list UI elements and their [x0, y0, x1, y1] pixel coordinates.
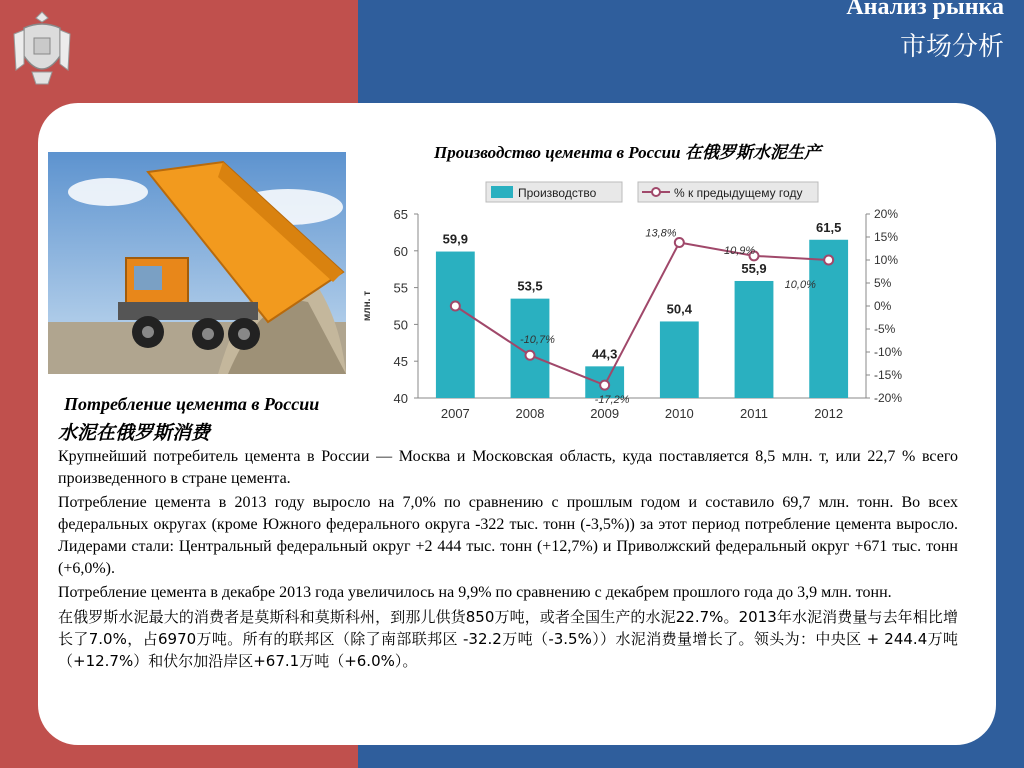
- line-value-label: 10,0%: [784, 279, 816, 291]
- x-tick-label: 2012: [814, 406, 844, 421]
- bar-value-label: 61,5: [816, 219, 842, 235]
- consumption-title-cn: 水泥在俄罗斯消费: [58, 422, 211, 444]
- bar-2008: [511, 299, 550, 398]
- y-axis-label: млн. т: [362, 290, 373, 322]
- line-point-2007: [451, 302, 460, 311]
- bar-2011: [735, 281, 774, 398]
- line-value-label: 13,8%: [645, 227, 677, 240]
- y-tick-label: 65: [393, 207, 408, 222]
- line-point-2012: [824, 256, 833, 265]
- line-value-label: -17,2%: [594, 394, 630, 407]
- coat-of-arms-icon: [10, 8, 74, 88]
- y-tick-label: 60: [393, 243, 408, 259]
- bar-value-label: 59,9: [442, 231, 468, 247]
- x-tick-label: 2009: [590, 406, 620, 421]
- legend-swatch-bar: [491, 186, 513, 198]
- x-tick-label: 2008: [515, 406, 545, 421]
- consumption-text: [58, 446, 958, 674]
- y2-tick-label: -5%: [874, 322, 896, 336]
- bar-value-label: 50,4: [666, 301, 692, 317]
- plot-area: [418, 214, 866, 398]
- bar-2010: [660, 321, 699, 398]
- bar-2007: [436, 252, 475, 398]
- y2-tick-label: 15%: [874, 230, 899, 244]
- x-tick-label: 2007: [440, 406, 470, 421]
- y2-tick-label: 0%: [874, 299, 892, 313]
- y2-tick-label: 5%: [874, 276, 892, 290]
- x-tick-label: 2011: [740, 406, 768, 421]
- y2-tick-label: 10%: [874, 253, 899, 267]
- line-value-label: 10,9%: [724, 244, 756, 257]
- legend-label-line: % к предыдущему году: [674, 186, 803, 200]
- bar-value-label: 53,5: [517, 278, 543, 294]
- paragraph-1: Крупнейший потребитель цемента в России — Москва и Московская область, куда поставляется 8,5 млн. т, или 22,7 % всего произведенного в стране цемента.: [58, 448, 958, 487]
- y2-tick-label: -15%: [874, 368, 903, 382]
- y2-tick-label: -20%: [874, 391, 903, 405]
- y2-tick-label: 20%: [874, 207, 899, 221]
- bar-value-label: 55,9: [741, 260, 767, 276]
- consumption-title-ru: Потребление цемента в России: [64, 394, 320, 414]
- header-title-cn: 市场分析: [899, 32, 1004, 62]
- y-tick-label: 45: [393, 354, 408, 370]
- bar-value-label: 44,3: [592, 346, 618, 362]
- y-tick-label: 40: [393, 391, 408, 406]
- y2-tick-label: -10%: [874, 345, 903, 359]
- header-title-ru: Анализ рынка: [846, 0, 1004, 20]
- x-tick-label: 2010: [664, 406, 694, 421]
- production-chart: [356, 178, 936, 433]
- line-point-2008: [526, 351, 535, 360]
- legend-swatch-marker: [652, 188, 660, 196]
- legend-label-bar: Производство: [518, 186, 597, 200]
- paragraph-cn: 在俄罗斯水泥最大的消费者是莫斯科和莫斯科州，到那儿供货850万吨，或者全国生产的水泥22.7%。2013年水泥消费量与去年相比增长了7.0%，占6970万吨。所有的联邦区（除了南部联邦区 -32.2万吨（-3.5%））水泥消费量增长了。领头为：中央区 + 244.4万吨（+12.7%）和伏尔加沿岸区+67.1万吨（+6.0%）。: [58, 608, 958, 670]
- dump-truck-image: [48, 152, 346, 374]
- paragraph-3: Потребление цемента в декабре 2013 года увеличилось на 9,9% по сравнению с декабрем прошлого года до 3,9 млн. тонн.: [58, 584, 892, 601]
- chart-title: Производство цемента в России 在俄罗斯水泥生产: [434, 143, 821, 162]
- paragraph-2: Потребление цемента в 2013 году выросло на 7,0% по сравнению с прошлым годом и составило 69,7 млн. тонн. Во всех федеральных округах (кроме Южного федерального округа -322 тыс. тонн (-3,5%)) за этот период потребление цемента выросло. Лидерами стали: Центральный федеральный округ +2 444 тыс. тонн (+12,7%) и Приволжский федеральный округ +671 тыс. тонн (+6,0%).: [58, 494, 958, 577]
- y-tick-label: 50: [393, 317, 408, 333]
- line-value-label: -10,7%: [520, 334, 555, 347]
- line-point-2009: [600, 381, 609, 390]
- y-tick-label: 55: [393, 280, 408, 296]
